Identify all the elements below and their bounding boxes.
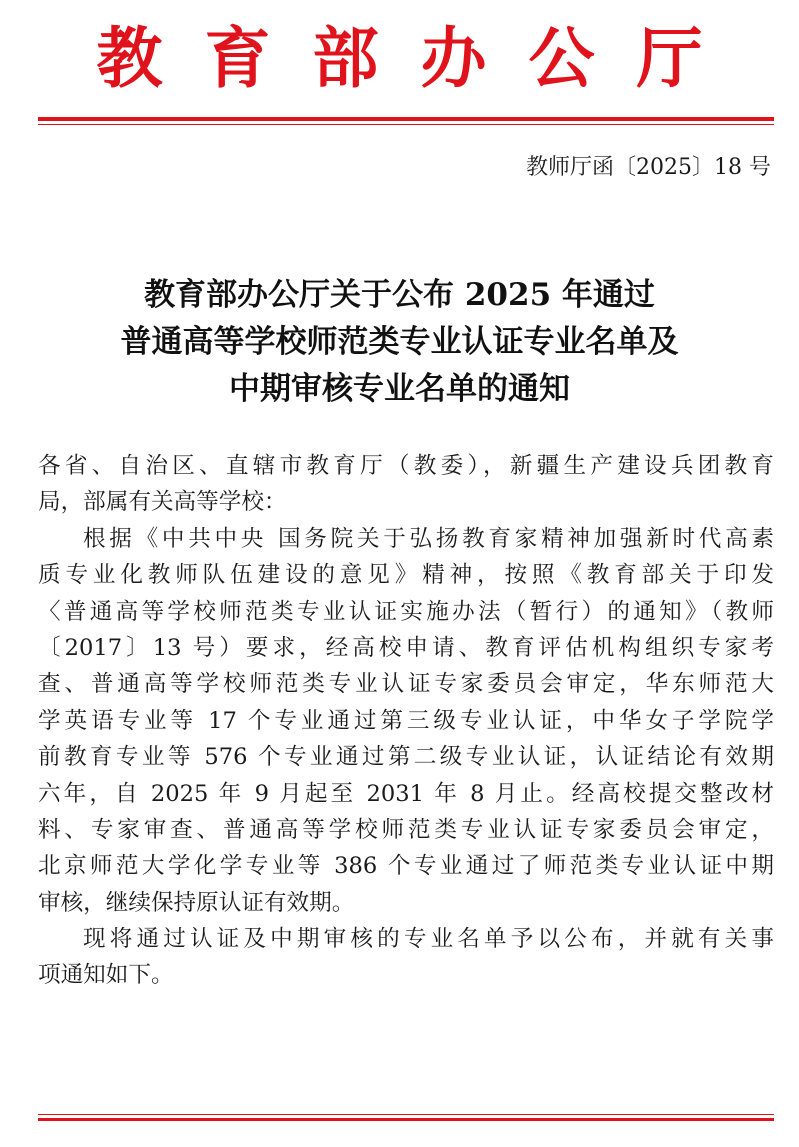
document-body — [38, 448, 774, 994]
body-line: 项通知如下。 — [38, 962, 174, 989]
body-line: 北京师范大学化学专业等 386 个专业通过了师范类专业认证中期 — [38, 853, 774, 880]
footer-red-rule — [38, 1118, 774, 1121]
body-line: 料、专家审查、普通高等学校师范类专业认证专家委员会审定， — [38, 816, 774, 843]
letterhead-red-rule-thin — [38, 124, 774, 125]
letterhead-issuer: 教育部办公厅 — [96, 19, 745, 97]
title-line: 中期审核专业名单的通知 — [229, 371, 570, 407]
body-line: 六年，自 2025 年 9 月起至 2031 年 8 月止。经高校提交整改材 — [38, 780, 774, 807]
body-line: 现将通过认证及中期审核的专业名单予以公布，并就有关事 — [83, 926, 774, 953]
document-title — [0, 272, 799, 413]
body-line: 根据《中共中央 国务院关于弘扬教育家精神加强新时代高素 — [83, 525, 774, 552]
body-line: 质专业化教师队伍建设的意见》精神，按照《教育部关于印发 — [38, 562, 774, 589]
body-line: 学英语专业等 17 个专业通过第三级专业认证，中华女子学院学 — [38, 707, 774, 734]
title-line: 教育部办公厅关于公布 2025 年通过 — [144, 277, 655, 313]
body-line: 各省、自治区、直辖市教育厅（教委），新疆生产建设兵团教育 — [38, 453, 774, 479]
body-line: 审核，继续保持原认证有效期。 — [38, 889, 355, 916]
body-line: 前教育专业等 576 个专业通过第二级专业认证，认证结论有效期 — [38, 744, 774, 771]
body-line: 〔2017〕13 号）要求，经高校申请、教育评估机构组织专家考 — [38, 634, 774, 661]
body-line: 局，部属有关高等学校： — [38, 489, 287, 516]
footer-red-rule-thin — [38, 1114, 774, 1115]
body-line: 〈普通高等学校师范类专业认证实施办法（暂行）的通知》（教师 — [38, 598, 774, 625]
body-line: 查、普通高等学校师范类专业认证专家委员会审定，华东师范大 — [38, 671, 774, 698]
letterhead-red-rule — [38, 117, 774, 121]
document-number: 教师厅函〔2025〕18 号 — [526, 155, 771, 180]
title-line: 普通高等学校师范类专业认证专业名单及 — [120, 324, 679, 360]
